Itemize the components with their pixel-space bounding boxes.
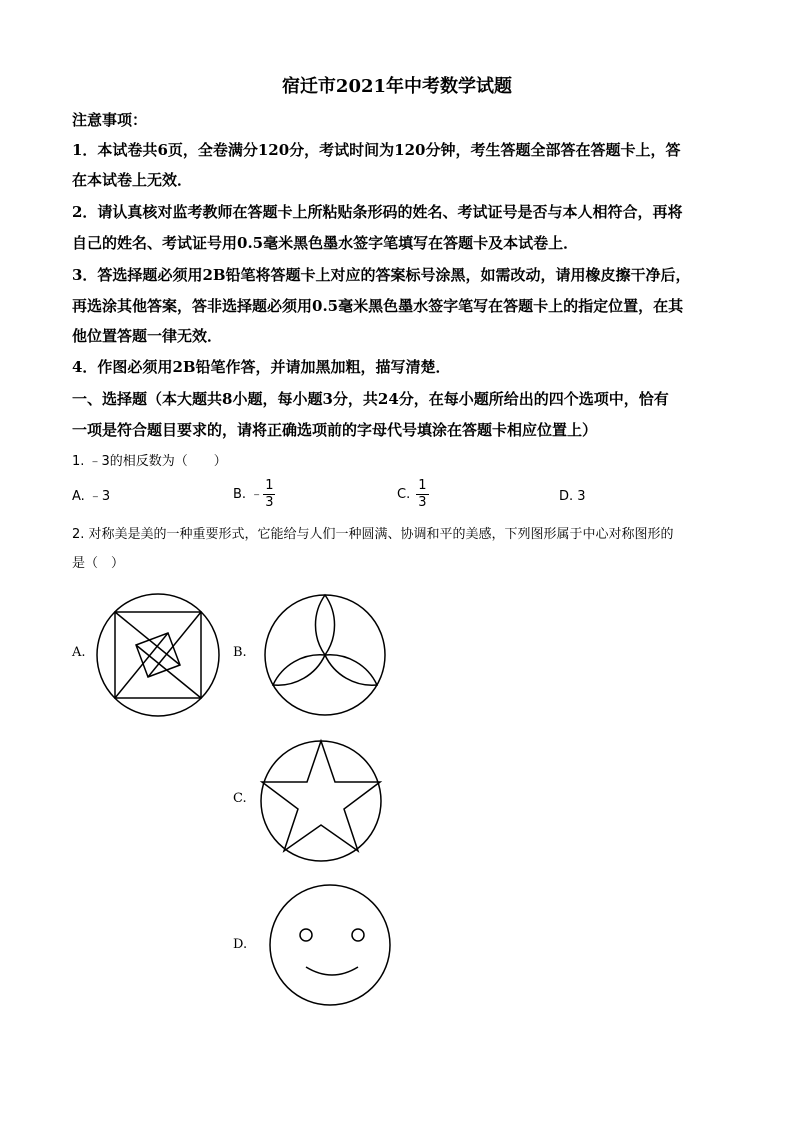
figure-d-smiley — [268, 883, 392, 1007]
notice-item-2-line-1: 2．请认真核对监考教师在答题卡上所粘贴条形码的姓名、考试证号是否与本人相符合，再将 — [72, 203, 683, 221]
question-1-option-b — [233, 478, 275, 511]
question-1-option-a: A. ﹣3 — [72, 489, 111, 504]
figure-a-inner-square — [136, 633, 180, 677]
question-2-stem-line-2: 是（ ） — [72, 556, 125, 571]
question-2-option-c-label: C. — [233, 791, 247, 806]
question-1-stem: 1. ﹣3的相反数为（ ） — [72, 454, 227, 469]
figure-a-outer-square — [115, 612, 201, 698]
option-c-fraction — [416, 478, 428, 511]
option-b-numerator: 1 — [265, 478, 274, 493]
notice-item-4-line-1: 4．作图必须用2B铅笔作答，并请加黑加粗，描写清楚． — [72, 358, 451, 376]
question-2-option-a-label: A. — [72, 645, 86, 660]
figure-c-star — [259, 739, 383, 863]
figure-d-mouth — [306, 967, 358, 975]
notice-heading: 注意事项： — [72, 111, 148, 129]
question-2-stem-line-1: 2. 对称美是美的一种重要形式，它能给与人们一种圆满、协调和平的美感，下列图形属于中心对称图形的 — [72, 527, 674, 542]
option-b-fraction — [263, 478, 275, 511]
notice-item-3-line-2: 再选涂其他答案，答非选择题必须用0.5毫米黑色墨水签字笔写在答题卡上的指定位置，在其 — [72, 297, 684, 315]
figure-b-three-petals — [263, 593, 387, 717]
notice-item-3-line-1: 3．答选择题必须用2B铅笔将答题卡上对应的答案标号涂黑，如需改动，请用橡皮擦干净后， — [72, 266, 691, 284]
section-1-heading-line-1: 一、选择题（本大题共8小题，每小题3分，共24分，在每小题所给出的四个选项中，恰有 — [72, 390, 669, 408]
figure-d-right-eye — [352, 929, 364, 941]
notice-item-1-line-2: 在本试卷上无效． — [72, 171, 193, 189]
figure-c-circle — [261, 741, 381, 861]
option-c-label: C. — [397, 486, 411, 502]
option-c-numerator: 1 — [418, 478, 427, 493]
section-1-heading-line-2: 一项是符合题目要求的，请将正确选项前的字母代号填涂在答题卡相应位置上） — [72, 421, 598, 439]
option-b-denominator: 3 — [265, 495, 274, 510]
page-title: 宿迁市2021年中考数学试题 — [281, 76, 513, 97]
notice-item-3-line-3: 他位置答题一律无效． — [72, 327, 223, 345]
question-2-option-b-label: B. — [233, 645, 247, 660]
figure-a-square-pinwheel — [96, 593, 220, 717]
figure-d-left-eye — [300, 929, 312, 941]
question-2-option-d-label: D. — [233, 937, 248, 952]
question-1-option-d: D. 3 — [559, 489, 586, 504]
figure-d-face-circle — [270, 885, 390, 1005]
option-c-denominator: 3 — [418, 495, 427, 510]
option-b-label: B. ﹣ — [233, 486, 264, 502]
notice-item-2-line-2: 自己的姓名、考试证号用0.5毫米黑色墨水签字笔填写在答题卡及本试卷上． — [72, 234, 579, 252]
question-1-option-c — [397, 478, 429, 511]
notice-item-1-line-1: 1．本试卷共6页，全卷满分120分，考试时间为120分钟，考生答题全部答在答题卡上，答 — [72, 141, 681, 159]
